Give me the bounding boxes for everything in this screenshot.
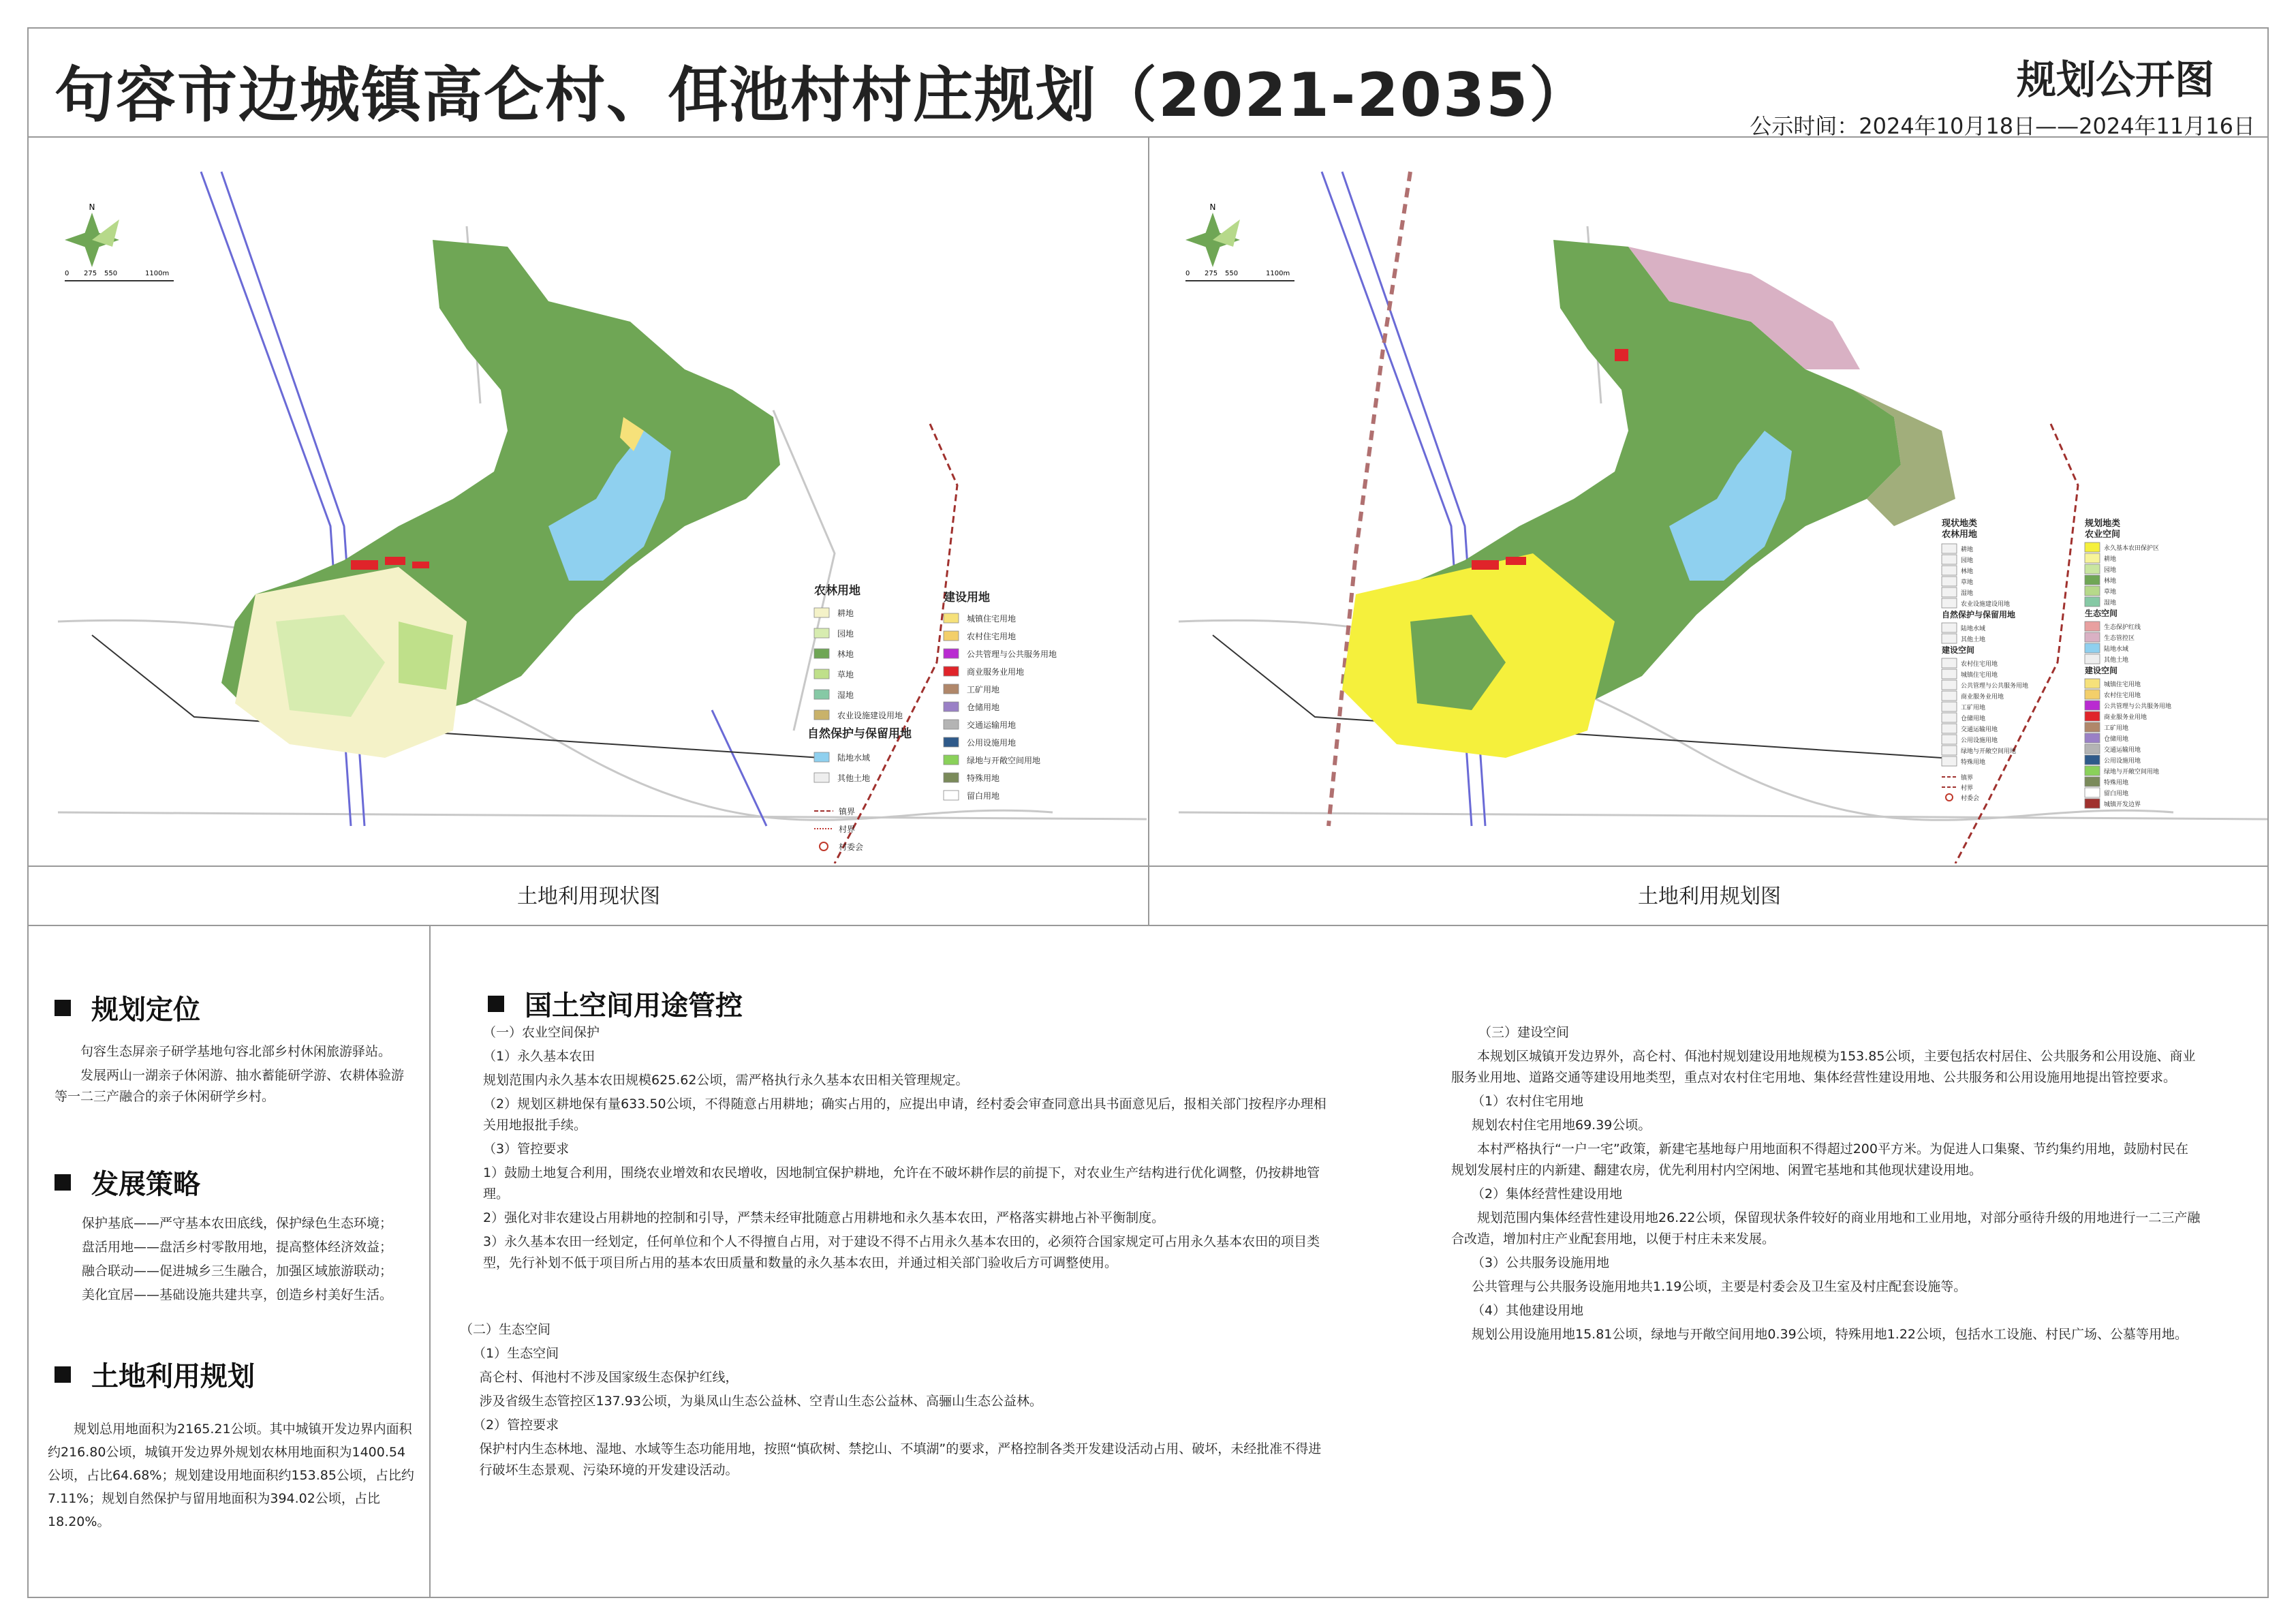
legend-label: 耕地 [837, 609, 854, 618]
legend-label: 交通运输用地 [2104, 747, 2141, 754]
legend-label: 农村住宅用地 [2104, 692, 2141, 699]
legend-swatch [944, 737, 959, 747]
legend-swatch [1942, 577, 1957, 586]
legend-label: 城镇住宅用地 [1961, 672, 1998, 679]
svg-text:N: N [1209, 202, 1216, 212]
legend-swatch [2085, 597, 2100, 607]
legend-label: 公用设施用地 [967, 738, 1017, 748]
svg-text:275: 275 [84, 270, 97, 277]
planned-map-caption: 土地利用规划图 [1638, 885, 1781, 908]
legend-swatch [944, 791, 959, 800]
current-map-caption: 土地利用现状图 [517, 885, 660, 908]
legend-swatch [2085, 542, 2100, 552]
legend-label: 交通运输用地 [967, 720, 1017, 730]
svg-text:N: N [89, 202, 95, 212]
legend-label: 公用设施用地 [1961, 737, 1998, 744]
legend-swatch [1942, 587, 1957, 597]
legend-label: 陆地水域 [1961, 626, 1986, 632]
legend-swatch [1942, 724, 1957, 733]
legend-label: 农村住宅用地 [967, 632, 1017, 641]
legend-swatch [1942, 555, 1957, 564]
legend-label: 公共管理与公共服务用地 [967, 649, 1057, 659]
legend-group-title: 农林用地 [1942, 530, 1978, 540]
svg-text:275: 275 [1205, 270, 1218, 277]
legend-swatch [2085, 632, 2100, 642]
strategy-item: 融合联动——促进城乡三生融合，加强区域旅游联动； [82, 1263, 393, 1278]
planned-landuse-map[interactable] [1151, 144, 2267, 863]
legend-label: 村委会 [1961, 795, 1980, 802]
legend-label: 城镇住宅用地 [2104, 681, 2141, 688]
legend-label: 村界 [839, 825, 856, 834]
legend-label: 公用设施用地 [2104, 758, 2141, 765]
legend-group-title: 现状地类 [1942, 519, 1978, 529]
legend-label: 城镇住宅用地 [967, 614, 1017, 624]
legend-label: 林地 [837, 649, 854, 659]
legend-swatch [2085, 575, 2100, 585]
legend-group-title: 建设空间 [2085, 666, 2118, 675]
legend-swatch [1942, 598, 1957, 608]
svg-text:1100m: 1100m [145, 270, 170, 277]
strategy-heading: 发展策略 [55, 1163, 200, 1201]
legend-label: 商业服务业用地 [967, 667, 1025, 677]
legend-swatch [1942, 544, 1957, 553]
legend-swatch [1942, 680, 1957, 690]
legend-label: 绿地与开敞空间用地 [1961, 748, 2017, 755]
legend-label: 村界 [1961, 785, 1974, 792]
svg-text:550: 550 [1225, 270, 1239, 277]
legend-label: 镇界 [1961, 775, 1974, 782]
legend-swatch [2085, 711, 2100, 721]
legend-swatch [1942, 735, 1957, 744]
legend-group-title: 农林用地 [814, 584, 860, 598]
legend-swatch [814, 669, 829, 679]
eco-space-text: （二）生态空间 （1）生态空间 高仑村、佴池村不涉及国家级生态保护红线， 涉及省级生态管控区137.93公顷，为巢凤山生态公益林、空青山生态公益林、高骊山生态公益林。 （2）管控要求 保护村内生态林地、湿地、水域等生态功能用地，按照“慎砍树、禁挖山、不填湖”的要求，严格控制各类开发建设活动占用、破坏，未经批准不得进行破坏生态景观、污染环境的开发建设活动。 [460, 1322, 1322, 1477]
legend-group-title: 生态空间 [2085, 609, 2118, 618]
legend-label: 陆地水域 [837, 753, 871, 763]
landuse-heading: 土地利用规划 [55, 1355, 255, 1394]
legend-label: 其他土地 [2104, 657, 2129, 664]
text-divider [27, 925, 2269, 926]
legend-label: 湿地 [1961, 590, 1974, 597]
legend-label: 草地 [837, 670, 854, 679]
legend-label: 仓储用地 [2104, 736, 2129, 743]
legend-swatch [944, 631, 959, 641]
svg-text:0: 0 [1185, 270, 1190, 277]
legend-swatch [944, 649, 959, 658]
legend-swatch [1942, 634, 1957, 643]
legend-label: 工矿用地 [2104, 725, 2129, 732]
legend-label: 农村住宅用地 [1961, 661, 1998, 668]
legend-swatch [944, 667, 959, 676]
legend-swatch [1942, 566, 1957, 575]
legend-label: 农业设施建设用地 [837, 711, 903, 720]
legend-swatch [2085, 690, 2100, 699]
svg-text:550: 550 [104, 270, 118, 277]
legend-label: 镇界 [839, 807, 856, 816]
legend-group-title: 自然保护与保留用地 [807, 727, 912, 741]
legend-swatch [944, 773, 959, 782]
legend-label: 湿地 [2104, 600, 2117, 607]
legend-label: 草地 [1961, 579, 1974, 586]
legend-label: 特殊用地 [967, 773, 1000, 783]
legend-swatch [2085, 744, 2100, 754]
legend-label: 园地 [837, 629, 854, 639]
legend-label: 仓储用地 [1961, 716, 1986, 722]
legend-swatch [1942, 669, 1957, 679]
control-heading: 国土空间用途管控 [488, 984, 743, 1023]
legend-label: 耕地 [1961, 547, 1974, 553]
legend-swatch [2085, 643, 2100, 653]
legend-swatch [2085, 799, 2100, 808]
svg-text:1100m: 1100m [1266, 270, 1290, 277]
legend-label: 农业设施建设用地 [1961, 601, 2011, 608]
positioning-text: 句容生态屏亲子研学基地句容北部乡村休闲旅游驿站。 发展两山一湖亲子休闲游、抽水蓄能研学游、农耕体验游等一二三产融合的亲子休闲研学乡村。 [55, 1044, 405, 1104]
legend-swatch [944, 720, 959, 729]
legend-label: 公共管理与公共服务用地 [2104, 703, 2172, 710]
legend-label: 工矿用地 [967, 685, 1000, 694]
village-committee-icon [820, 842, 828, 851]
legend-label: 公共管理与公共服务用地 [1961, 683, 2029, 690]
legend-swatch [2085, 679, 2100, 688]
legend-swatch [2085, 733, 2100, 743]
strategy-list [82, 1213, 422, 1308]
svg-text:0: 0 [65, 270, 69, 277]
legend-swatch [2085, 553, 2100, 563]
legend-swatch [2085, 622, 2100, 631]
legend-swatch [1942, 658, 1957, 668]
legend-swatch [2085, 777, 2100, 786]
legend-swatch [2085, 755, 2100, 765]
current-landuse-map[interactable] [31, 144, 1147, 863]
legend-label: 永久基本农田保护区 [2104, 545, 2160, 552]
legend-label: 生态保护红线 [2104, 624, 2141, 631]
map-divider [1148, 136, 1149, 925]
legend-label: 草地 [2104, 589, 2117, 596]
legend-swatch [814, 773, 829, 782]
legend-label: 交通运输用地 [1961, 726, 1998, 733]
village-committee-icon [1946, 794, 1953, 801]
legend-label: 城镇开发边界 [2104, 801, 2141, 808]
legend-swatch [2085, 564, 2100, 574]
legend-swatch [1942, 756, 1957, 766]
legend-swatch [944, 684, 959, 694]
build-space-text: （三）建设空间 本规划区城镇开发边界外，高仑村、佴池村规划建设用地规模为153.85公顷，主要包括农村居住、公共服务和公用设施、商业服务业用地、道路交通等建设用地类型，重点对农村住宅用地、集体经营性建设用地、公共服务和公用设施用地提出管控要求。 （1）农村住宅用地 规划农村住宅用地69.39公顷。 本村严格执行“一户一宅”政策，新建宅基地每户用地面积不得超过200平方米。为促进人口集聚、节约集约用地，鼓励村民在规划发展村庄的内新建、翻建农房，优先利用村内空闲地、闲置宅基地和其他现状建设用地。 （2）集体经营性建设用地 规划范围内集体经营性建设用地26.22公顷，保留现状条件较好的商业用地和工业用地，对部分亟待升级的用地进行一二三产融合改造，增加村庄产业配套用地，以便于村庄未来发展。 （3）公共服务设施用地 公共管理与公共服务设施用地共1.19公顷，主要是村委会及卫生室及村庄配套设施等。 （4）其他建设用地 规划公用设施用地15.81公顷，绿地与开敞空间用地0.39公顷，特殊用地1.22公顷，包括水工设施、村民广场、公墓等用地。 [1451, 1025, 2201, 1342]
legend-swatch [944, 613, 959, 623]
legend-label: 耕地 [2104, 556, 2117, 563]
legend-label: 特殊用地 [1961, 759, 1986, 766]
legend-swatch [814, 710, 829, 720]
legend-label: 留白用地 [967, 791, 1000, 801]
legend-swatch [2085, 766, 2100, 776]
text-column-divider [429, 925, 431, 1598]
legend-group-title: 建设用地 [944, 591, 990, 604]
legend-label: 绿地与开敞空间用地 [2104, 769, 2160, 776]
legend-label: 生态管控区 [2104, 635, 2135, 642]
compass-rose-icon [1185, 213, 1240, 267]
legend-swatch [814, 628, 829, 638]
strategy-item: 美化宜居——基础设施共建共享，创造乡村美好生活。 [82, 1287, 393, 1302]
legend-label: 工矿用地 [1961, 705, 1986, 711]
legend-group-title: 建设空间 [1942, 645, 1975, 655]
legend-label: 商业服务业用地 [2104, 714, 2147, 721]
plan-badge: 规划公开图 [2016, 57, 2214, 103]
legend-swatch [814, 649, 829, 658]
legend-label: 特殊用地 [2104, 780, 2129, 786]
agri-space-text: （一）农业空间保护 （1）永久基本农田 规划范围内永久基本农田规模625.62公顷，需严格执行永久基本农田相关管理规定。 （2）规划区耕地保有量633.50公顷，不得随意占用耕地；确实占用的，应提出申请，经村委会审查同意出具书面意见后，报相关部门按程序办理相关用地报批手续。 （3）管控要求 1）鼓励土地复合利用，围绕农业增效和农民增收，因地制宜保护耕地，允许在不破坏耕作层的前提下，对农业生产结构进行优化调整，仍按耕地管理。 2）强化对非农建设占用耕地的控制和引导，严禁未经审批随意占用耕地和永久基本农田，严格落实耕地占补平衡制度。 3）永久基本农田一经划定，任何单位和个人不得擅自占用，对于建设不得不占用永久基本农田的，必须符合国家规定可占用永久基本农田的项目类型，先行补划不低于项目所占用的基本农田质量和数量的永久基本农田，并通过相关部门验收后方可调整使用。 [483, 1025, 1327, 1270]
legend-group-title: 农业空间 [2085, 530, 2121, 540]
landuse-text: 规划总用地面积为2165.21公顷。其中城镇开发边界内面积约216.80公顷，城镇开发边界外规划农林用地面积为1400.54公顷，占比64.68%；规划建设用地面积约153.85公顷，占比约7.11%；规划自然保护与留用地面积为394.02公顷，占比18.20%。 [48, 1422, 414, 1529]
page-title: 句容市边城镇高仑村、佴池村村庄规划（2021-2035） [55, 60, 1591, 130]
legend-group-title: 规划地类 [2085, 519, 2121, 529]
legend-group-title: 自然保护与保留用地 [1942, 610, 2016, 619]
legend-swatch [1942, 702, 1957, 711]
legend-swatch [944, 702, 959, 711]
strategy-item: 盘活用地——盘活乡村零散用地，提高整体经济效益； [82, 1240, 393, 1255]
positioning-heading: 规划定位 [55, 988, 200, 1027]
legend-swatch [814, 608, 829, 617]
legend-label: 园地 [1961, 557, 1974, 564]
legend-swatch [1942, 713, 1957, 722]
publish-time: 公示时间：2024年10月18日——2024年11月16日 [1750, 113, 2255, 139]
legend-label: 商业服务业用地 [1961, 694, 2004, 701]
legend-label: 林地 [1961, 568, 1974, 575]
legend-label: 村委会 [839, 842, 864, 852]
legend-swatch [1942, 623, 1957, 632]
legend-swatch [2085, 701, 2100, 710]
legend-swatch [1942, 746, 1957, 755]
legend-swatch [1942, 691, 1957, 701]
legend-label: 其他土地 [1961, 637, 1986, 643]
legend-label: 湿地 [837, 690, 854, 700]
legend-swatch [814, 752, 829, 762]
legend-label: 陆地水域 [2104, 646, 2129, 653]
legend-label: 绿地与开敞空间用地 [967, 756, 1041, 765]
legend-label: 其他土地 [837, 773, 871, 783]
legend-swatch [944, 755, 959, 765]
compass-rose-icon [65, 213, 119, 267]
legend-swatch [2085, 654, 2100, 664]
caption-divider [27, 865, 2269, 867]
legend-label: 园地 [2104, 567, 2117, 574]
legend-swatch [2085, 788, 2100, 797]
legend-label: 仓储用地 [967, 703, 1000, 712]
legend-swatch [814, 690, 829, 699]
legend-label: 林地 [2104, 578, 2117, 585]
legend-swatch [2085, 722, 2100, 732]
strategy-item: 保护基底——严守基本农田底线，保护绿色生态环境； [82, 1216, 393, 1231]
legend-label: 留白用地 [2104, 791, 2129, 797]
legend-swatch [2085, 586, 2100, 596]
